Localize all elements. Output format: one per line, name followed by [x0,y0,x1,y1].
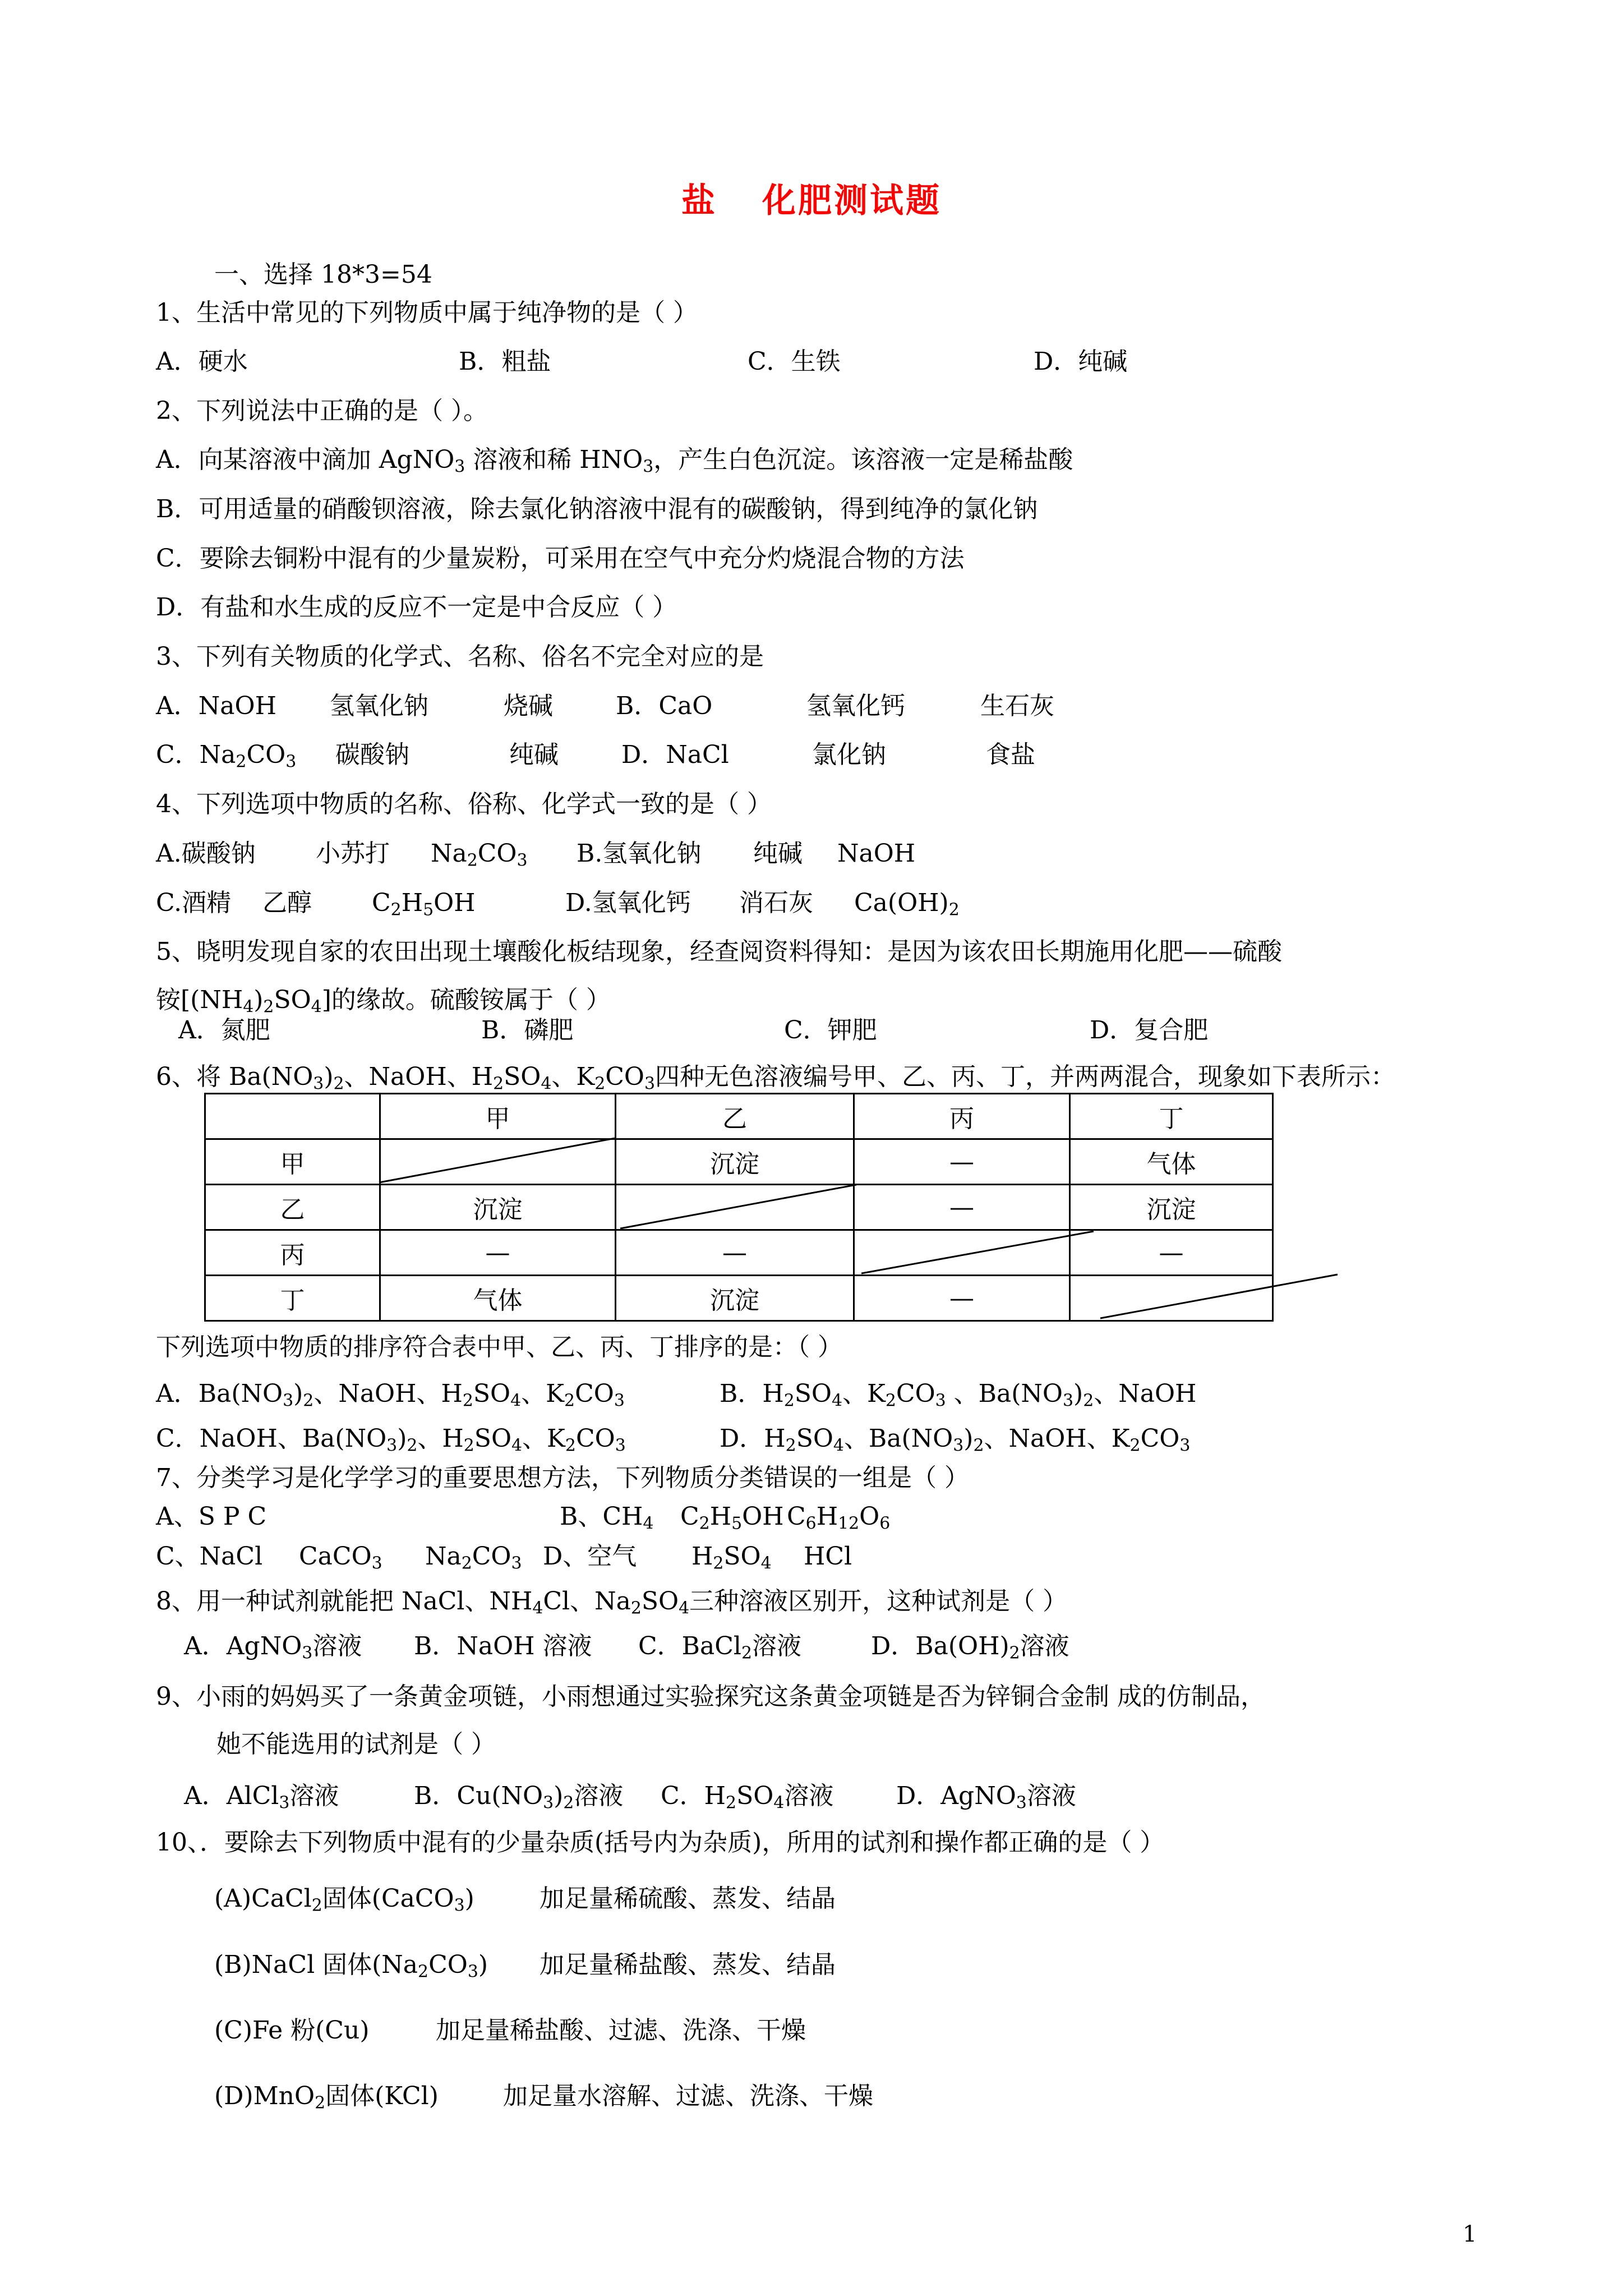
question-4-stem: 4、下列选项中物质的名称、俗称、化学式一致的是（ ） [156,790,772,818]
table-row [205,1139,1273,1185]
q1-option-a: A．硬水 [156,347,248,376]
table-header-cell: 乙 [616,1094,854,1139]
table-row [205,1230,1273,1276]
q6-option-d: D．$H_2SO_4$、$Ba(NO_3)_2$、NaOH、$K_2CO_3$ [720,1424,1191,1456]
question-2-stem: 2、下列说法中正确的是（ ）。 [156,397,488,425]
table-row-header: 丁 [205,1276,380,1321]
question-5-line1: 5、晓明发现自家的农田出现土壤酸化板结现象，经查阅资料得知：是因为该农田长期施用化肥——硫酸 [156,937,1282,966]
page-title [0,174,1623,222]
table-cell [616,1185,854,1230]
table-row-header: 甲 [205,1139,380,1185]
question-7-stem: 7、分类学习是化学学习的重要思想方法，下列物质分类错误的一组是（ ） [156,1464,969,1492]
reaction-table [204,1093,1274,1322]
q2-option-a: A．向某溶液中滴加 AgNO$_3$ 溶液和稀 $HNO_3$，产生白色沉淀。该溶液一定是稀盐酸 [156,445,1073,477]
question-3-stem: 3、下列有关物质的化学式、名称、俗名不完全对应的是 [156,642,764,671]
title-left: 盐 [681,181,717,220]
page-number: 1 [1463,2221,1477,2247]
table-row-header: 乙 [205,1185,380,1230]
table-cell [1070,1276,1273,1321]
table-cell: 沉淀 [1070,1185,1273,1230]
q2-option-b: B．可用适量的硝酸钡溶液，除去氯化钠溶液中混有的碳酸钠，得到纯净的氯化钠 [156,495,1038,523]
q6-option-b: B．$H_2SO_4$、$K_2CO_3$ 、$Ba(NO_3)_2$、NaOH [720,1379,1197,1411]
table-header-cell: 丁 [1070,1094,1273,1139]
q2-option-d: D．有盐和水生成的反应不一定是中合反应（ ） [156,593,677,622]
q1-option-d: D．纯碱 [1034,347,1128,376]
document-page: 盐 化肥测试题 一、选择 18*3=54 1、生活中常见的下列物质中属于纯净物的是（ ） A．硬水 B．粗盐 C．生铁 D．纯碱 2、下列说法中正确的是（ ）。 A．向某溶液中滴加 AgNO$_3$ 溶液和稀 $HNO_3$，产生白色沉淀。该溶液一定是稀盐酸 B．可用适量的硝酸钡溶液，除去氯化钠溶液中混有的碳酸钠，得到纯净的氯化钠 C．要除去铜粉中混有的少量炭粉，可采用在空气中充分灼烧混合物的方法 D．有盐和水生成的反应不一定是中合反应（ ） 3、下列有关物质的化学式、名称、俗名不完全对应的是 A．NaOH 氢氧化钠 烧碱 B．CaO 氢氧化钙 生石灰 C．$Na_2CO_3$ 碳酸钠 纯碱 D．NaCl 氯化钠 食盐 4、下列选项中物质的名称、俗称、化学式一致的是（ ） A.碳酸钠 小苏打 $Na_2CO_3$ B.氢氧化钠 纯碱 NaOH C.酒精 乙醇 $C_2H_5OH$ D.氢氧化钙 消石灰 $Ca(OH)_2$ 5、晓明发现自家的农田出现土壤酸化板结现象，经查阅资料得知：是因为该农田长期施用化肥——硫酸 铵$[(NH_4)_2SO_4]$的缘故。硫酸铵属于（ ） A．氮肥 B．磷肥 C．钾肥 D．复合肥 6、将 $Ba(NO_3)_2$、NaOH、$H_2SO_4$、$K_2CO_3$四种无色溶液编号甲、乙、丙、丁，并两两混合，现象如下表所示： 甲 乙 丙 丁 甲 沉淀 — 气体 乙 沉淀 — 沉淀 丙 — — — 丁 气体 沉淀 — 下列选项中物质的排序符合表中甲、乙、丙、丁排序的是：（ ） A．$Ba(NO_3)_2$、NaOH、$H_2SO_4$、$K_2CO_3$ B．$H_2SO_4$、$K_2CO_3$ 、$Ba(NO_3)_2$、NaOH C．NaOH、$Ba(NO_3)_2$、$H_2SO_4$、$K_2CO_3$ D．$H_2SO_4$、$Ba(NO_3)_2$、NaOH、$K_2CO_3$ 7、分类学习是化学学习的重要思想方法，下列物质分类错误的一组是（ ） A、S P C B、$CH_4$ $C_2H_5OH$ $C_6H_{12}O_6$ C、NaCl CaCO$_3$ $Na_2CO_3$ D、空气 $H_2SO_4$ HCl 8、用一种试剂就能把 NaCl、$NH_4Cl$、$Na_2SO_4$三种溶液区别开，这种试剂是（ ） A．AgNO$_3$溶液 B．NaOH 溶液 C．BaCl$_2$溶液 D．$Ba(OH)_2$溶液 9、小雨的妈妈买了一条黄金项链，小雨想通过实验探究这条黄金项链是否为锌铜合金制 成的仿制品， 她不能选用的试剂是（ ） A．AlCl$_3$溶液 B．$Cu(NO_3)_2$溶液 C．$H_2SO_4$溶液 D．AgNO$_3$溶液 10、．要除去下列物质中混有的少量杂质(括号内为杂质)，所用的试剂和操作都正确的是（ ） (A)CaCl$_2$固体(CaCO$_3$) 加足量稀硫酸、蒸发、结晶 (B)NaCl 固体$(Na_2CO_3)$ 加足量稀盐酸、蒸发、结晶 (C)Fe 粉(Cu) 加足量稀盐酸、过滤、洗涤、干燥 (D)MnO$_2$固体(KCl) 加足量水溶解、过滤、洗涤、干燥 1 [0,0,1623,2296]
table-cell [380,1139,616,1185]
table-header-cell: 丙 [854,1094,1070,1139]
table-cell: — [616,1230,854,1276]
section-heading: 一、选择 18*3=54 [214,260,432,289]
question-9-line2: 她不能选用的试剂是（ ） [216,1730,496,1759]
q1-option-b: B．粗盐 [459,347,551,376]
table-row-header: 丙 [205,1230,380,1276]
table-cell: 气体 [1070,1139,1273,1185]
title-right: 化肥测试题 [762,181,942,220]
question-9-line1: 9、小雨的妈妈买了一条黄金项链，小雨想通过实验探究这条黄金项链是否为锌铜合金制 成的仿制品， [156,1682,1265,1711]
table-cell: 沉淀 [380,1185,616,1230]
question-8-stem: 8、用一种试剂就能把 NaCl、$NH_4Cl$、$Na_2SO_4$三种溶液区别开，这种试剂是（ ） [156,1587,1068,1618]
question-6-stem: 6、将 $Ba(NO_3)_2$、NaOH、$H_2SO_4$、$K_2CO_3$四种无色溶液编号甲、乙、丙、丁，并两两混合，现象如下表所示： [156,1062,1396,1094]
table-cell: 沉淀 [616,1276,854,1321]
table-cell: — [854,1185,1070,1230]
table-cell: 气体 [380,1276,616,1321]
q6-option-a: A．$Ba(NO_3)_2$、NaOH、$H_2SO_4$、$K_2CO_3$ [156,1379,625,1411]
table-row [205,1276,1273,1321]
question-10-stem: 10、．要除去下列物质中混有的少量杂质(括号内为杂质)，所用的试剂和操作都正确的是（ ） [156,1828,1165,1857]
q1-option-c: C．生铁 [748,347,841,376]
q2-option-c: C．要除去铜粉中混有的少量炭粉，可采用在空气中充分灼烧混合物的方法 [156,544,965,573]
table-cell: — [380,1230,616,1276]
table-row [205,1185,1273,1230]
q6-option-c: C．NaOH、$Ba(NO_3)_2$、$H_2SO_4$、$K_2CO_3$ [156,1424,626,1456]
table-cell: — [854,1139,1070,1185]
table-header-cell: 甲 [380,1094,616,1139]
question-5-line2: 铵$[(NH_4)_2SO_4]$的缘故。硫酸铵属于（ ） [156,986,611,1017]
table-cell [854,1230,1070,1276]
question-1-stem: 1、生活中常见的下列物质中属于纯净物的是（ ） [156,298,698,327]
table-cell: — [854,1276,1070,1321]
table-cell: — [1070,1230,1273,1276]
table-cell: 沉淀 [616,1139,854,1185]
question-6-after: 下列选项中物质的排序符合表中甲、乙、丙、丁排序的是：（ ） [156,1333,842,1361]
table-cell [205,1094,380,1139]
table-header-row [205,1094,1273,1139]
